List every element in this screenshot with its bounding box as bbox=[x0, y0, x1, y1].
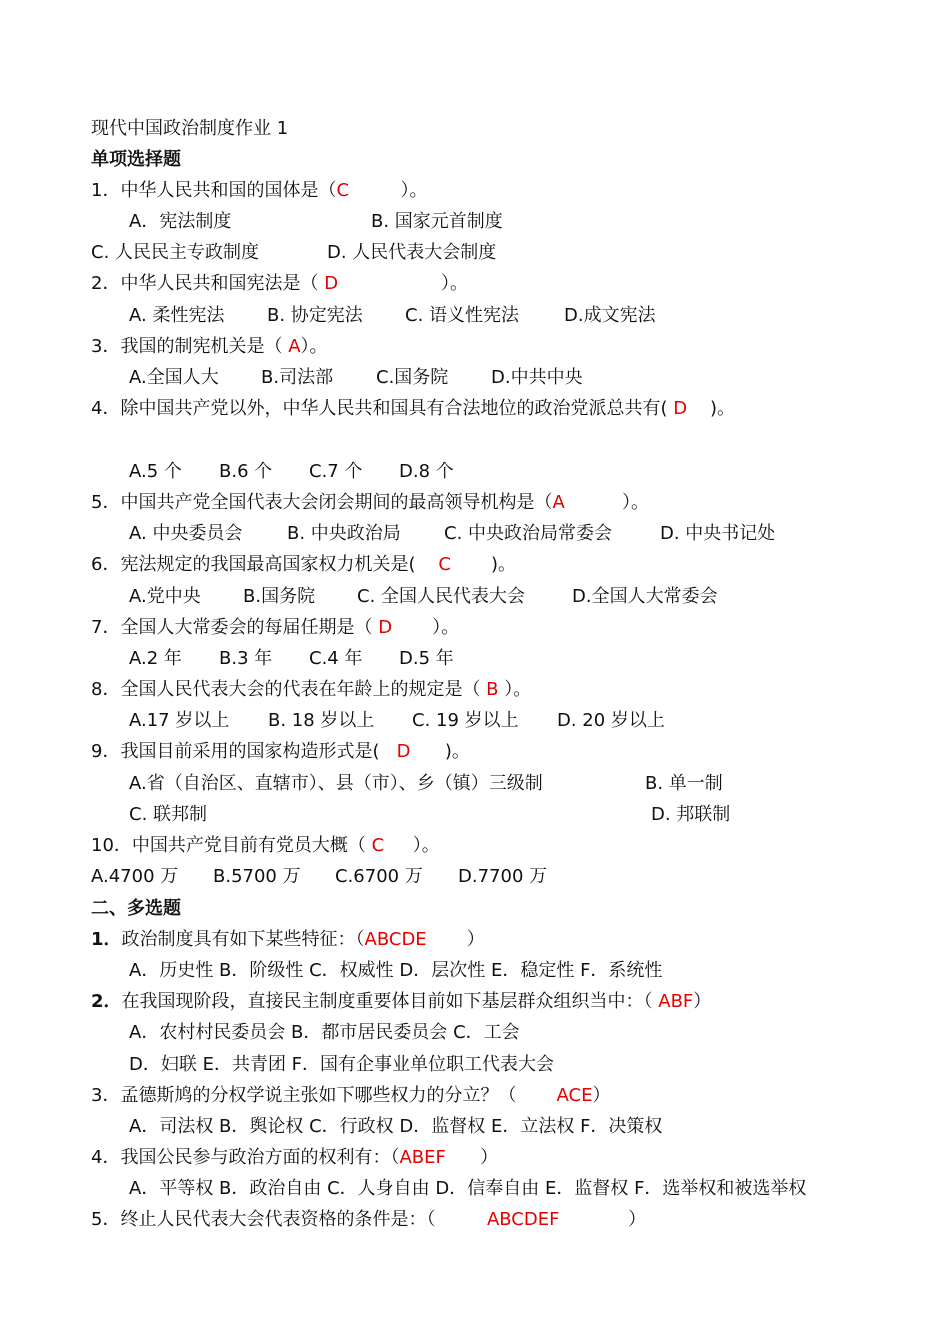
answer: D bbox=[324, 273, 339, 294]
option-b: B. 中央政治局 bbox=[287, 523, 401, 544]
option-d: D.8 个 bbox=[399, 461, 454, 482]
option-d: D. 中央书记处 bbox=[660, 523, 776, 544]
question-text-end: ）。 bbox=[564, 492, 649, 513]
option-c: C. 19 岁以上 bbox=[412, 710, 519, 731]
option-c: C.6700 万 bbox=[335, 866, 423, 887]
question-text-end: ） bbox=[592, 1085, 611, 1106]
options-line: A．司法权 B．舆论权 C．行政权 D．监督权 E．立法权 F．决策权 bbox=[129, 1116, 663, 1137]
option-b: B.3 年 bbox=[219, 648, 273, 669]
question-text: 政治制度具有如下某些特征：（ bbox=[121, 929, 365, 950]
option-c: C.7 个 bbox=[309, 461, 363, 482]
question-text-end: ）。 bbox=[338, 273, 469, 294]
question-number: 2． bbox=[91, 991, 122, 1012]
option-c: C. 中央政治局常委会 bbox=[444, 523, 613, 544]
option-b: B.司法部 bbox=[261, 367, 334, 388]
option-c: C.国务院 bbox=[376, 367, 449, 388]
option-a: A.5 个 bbox=[129, 461, 182, 482]
question-text-end: ） bbox=[426, 929, 485, 950]
question-text: 5．终止人民代表大会代表资格的条件是：（ bbox=[91, 1209, 487, 1230]
question-text-end: )。 bbox=[450, 554, 517, 575]
question-text: 4．除中国共产党以外，中华人民共和国具有合法地位的政治党派总共有( bbox=[91, 398, 674, 419]
answer: B bbox=[486, 679, 499, 700]
multi-question-2 bbox=[91, 991, 711, 1013]
question-text-end: ） bbox=[693, 991, 712, 1012]
answer: A bbox=[288, 336, 301, 357]
question-4 bbox=[91, 398, 735, 420]
section-heading-multiple-choice: 二、多选题 bbox=[91, 898, 181, 919]
option-b: B. 国家元首制度 bbox=[371, 211, 503, 232]
question-5 bbox=[91, 492, 649, 514]
answer: D bbox=[673, 398, 688, 419]
option-a: A.省（自治区、直辖市）、县（市）、乡（镇）三级制 bbox=[129, 773, 543, 794]
option-a: A.全国人大 bbox=[129, 367, 219, 388]
question-text-end: ）。 bbox=[392, 617, 460, 638]
doc-title: 现代中国政治制度作业 1 bbox=[91, 118, 289, 139]
answer: ABF bbox=[658, 991, 694, 1012]
multi-question-4 bbox=[91, 1147, 498, 1169]
options-line: A．历史性 B．阶级性 C．权威性 D．层次性 E．稳定性 F．系统性 bbox=[129, 960, 663, 981]
question-text-end: ）。 bbox=[300, 336, 328, 357]
option-b: B. 单一制 bbox=[645, 773, 723, 794]
option-b: B.5700 万 bbox=[213, 866, 301, 887]
option-c: C.4 年 bbox=[309, 648, 363, 669]
option-c: C. 全国人民代表大会 bbox=[357, 586, 526, 607]
question-text: 8．全国人民代表大会的代表在年龄上的规定是（ bbox=[91, 679, 487, 700]
answer: C bbox=[371, 835, 385, 856]
answer: C bbox=[438, 554, 451, 575]
question-text: 5．中国共产党全国代表大会闭会期间的最高领导机构是（ bbox=[91, 492, 553, 513]
question-9 bbox=[91, 741, 470, 763]
answer: ABCDE bbox=[364, 929, 427, 950]
option-a: A. 中央委员会 bbox=[129, 523, 243, 544]
question-text: 3．孟德斯鸠的分权学说主张如下哪些权力的分立？（ bbox=[91, 1085, 557, 1106]
option-c: C. 语义性宪法 bbox=[405, 305, 520, 326]
option-c: C. 联邦制 bbox=[129, 804, 208, 825]
question-text-end: )。 bbox=[687, 398, 735, 419]
question-number: 1． bbox=[91, 929, 122, 950]
options-line-2: D．妇联 E．共青团 F．国有企事业单位职工代表大会 bbox=[129, 1054, 555, 1075]
question-text: 10．中国共产党目前有党员大概（ bbox=[91, 835, 372, 856]
answer: A bbox=[552, 492, 565, 513]
question-text: 3．我国的制宪机关是（ bbox=[91, 336, 289, 357]
question-text: 在我国现阶段，直接民主制度重要体目前如下基层群众组织当中：（ bbox=[121, 991, 659, 1012]
answer: ABEF bbox=[399, 1147, 446, 1168]
option-d: D.7700 万 bbox=[458, 866, 548, 887]
option-a: A.党中央 bbox=[129, 586, 201, 607]
option-a: A. 柔性宪法 bbox=[129, 305, 225, 326]
question-text: 4．我国公民参与政治方面的权利有：（ bbox=[91, 1147, 400, 1168]
option-a: A.17 岁以上 bbox=[129, 710, 230, 731]
question-3 bbox=[91, 336, 328, 358]
option-a: A.2 年 bbox=[129, 648, 182, 669]
question-text-end: ） bbox=[445, 1147, 499, 1168]
option-d: D.全国人大常委会 bbox=[572, 586, 718, 607]
answer: D bbox=[396, 741, 411, 762]
options-line: A．平等权 B．政治自由 C．人身自由 D．信奉自由 E．监督权 F．选举权和被选举权 bbox=[129, 1178, 807, 1199]
answer: D bbox=[378, 617, 393, 638]
section-heading-single-choice: 单项选择题 bbox=[91, 149, 181, 170]
answer: ABCDEF bbox=[486, 1209, 560, 1230]
answer: ACE bbox=[556, 1085, 593, 1106]
question-text-end: )。 bbox=[410, 741, 470, 762]
multi-question-3 bbox=[91, 1085, 610, 1107]
option-d: D. 20 岁以上 bbox=[557, 710, 665, 731]
option-d: D.5 年 bbox=[399, 648, 454, 669]
option-b: B. 协定宪法 bbox=[267, 305, 363, 326]
option-d: D. 邦联制 bbox=[651, 804, 731, 825]
question-7 bbox=[91, 617, 459, 639]
multi-question-5 bbox=[91, 1209, 646, 1231]
question-10 bbox=[91, 835, 440, 857]
option-a: A.4700 万 bbox=[91, 866, 179, 887]
question-text: 7．全国人大常委会的每届任期是（ bbox=[91, 617, 379, 638]
question-text: 9．我国目前采用的国家构造形式是( bbox=[91, 741, 397, 762]
question-text-end: ）。 bbox=[349, 180, 428, 201]
question-text-end: ）。 bbox=[498, 679, 532, 700]
answer: C bbox=[336, 180, 350, 201]
option-d: D.成文宪法 bbox=[564, 305, 656, 326]
question-6 bbox=[91, 554, 516, 576]
question-text: 6．宪法规定的我国最高国家权力机关是( bbox=[91, 554, 439, 575]
multi-question-1 bbox=[91, 929, 485, 951]
option-c: C. 人民民主专政制度 bbox=[91, 242, 260, 263]
question-2 bbox=[91, 273, 468, 295]
question-text: 2．中华人民共和国宪法是（ bbox=[91, 273, 325, 294]
option-b: B.国务院 bbox=[243, 586, 316, 607]
option-a: A．宪法制度 bbox=[129, 211, 232, 232]
question-1 bbox=[91, 180, 428, 202]
question-text: 1．中华人民共和国的国体是（ bbox=[91, 180, 337, 201]
option-b: B. 18 岁以上 bbox=[268, 710, 375, 731]
question-text-end: ） bbox=[559, 1209, 647, 1230]
question-8 bbox=[91, 679, 531, 701]
question-text-end: ）。 bbox=[384, 835, 440, 856]
option-d: D.中共中央 bbox=[491, 367, 583, 388]
options-line-1: A．农村村民委员会 B．都市居民委员会 C．工会 bbox=[129, 1022, 520, 1043]
option-b: B.6 个 bbox=[219, 461, 273, 482]
option-d: D. 人民代表大会制度 bbox=[327, 242, 497, 263]
